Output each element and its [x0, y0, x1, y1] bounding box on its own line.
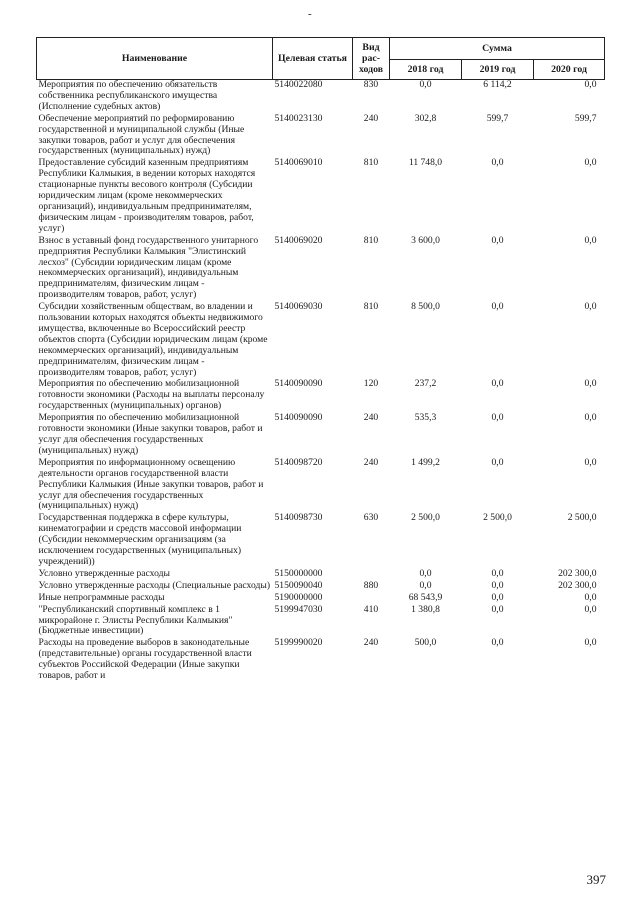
table-row: [37, 413, 605, 458]
cell-vid: 880: [363, 579, 379, 591]
cell-2019: 0,0: [491, 301, 504, 313]
cell-vid: [353, 593, 390, 605]
page-number: 397: [586, 872, 606, 887]
cell-2019: 599,7: [486, 112, 509, 124]
cell-name: Условно утвержденные расходы (Специальные расходы): [38, 579, 271, 591]
cell-2019: 6 114,2: [483, 79, 512, 90]
cell-2018: 2 500,0: [411, 512, 440, 524]
cell-code: 5150090040: [274, 579, 323, 591]
cell-2019: 0,0: [491, 637, 504, 649]
cell-code: 5140098730: [274, 512, 323, 524]
cell-2018: 3 600,0: [411, 234, 440, 246]
cell-2018: 0,0: [419, 567, 432, 579]
cell-2018: 535,3: [414, 412, 437, 424]
cell-name: Условно утвержденные расходы: [38, 567, 170, 579]
cell-2018: 500,0: [414, 637, 437, 649]
table-row: [37, 302, 605, 379]
cell-vid: [353, 569, 390, 581]
cell-2020: 0,0: [584, 591, 597, 603]
cell-2019: 0,0: [491, 157, 504, 169]
cell-name: Взнос в уставный фонд государственного унитарного предприятия Республики Калмыкия "Элистинский лесхоз" (Субсидии юридическим лицам (кроме некоммерческих организаций), индивидуальным предпринимателям, физическим лицам - производителям товаров, работ, услуг): [38, 234, 259, 301]
cell-code: 5199947030: [274, 603, 323, 615]
cell-2018: 1 499,2: [411, 456, 440, 468]
cell-code: 5140098720: [274, 456, 323, 468]
cell-vid: 240: [363, 637, 379, 649]
table-row: [37, 569, 605, 581]
header-sum: Сумма: [390, 38, 605, 60]
cell-2019: 0,0: [491, 412, 504, 424]
header-vid: Вид рас-ходов: [353, 38, 390, 80]
cell-name: Предоставление субсидий казенным предприятиям Республики Калмыкия, в ведении которых находятся стационарные пункты весового контроля (Субсидии юридическим лицам (кроме некоммерческих организаций), индивидуальным предпринимателям, физическим лицам - производителям товаров, работ, услуг): [38, 157, 256, 234]
cell-code: 5140069010: [274, 157, 323, 169]
cell-name: Иные непрограммные расходы: [38, 591, 165, 603]
cell-code: 5140090090: [274, 412, 323, 424]
cell-2018: 8 500,0: [411, 301, 440, 313]
cell-2020: 0,0: [584, 378, 597, 390]
cell-vid: 120: [363, 378, 379, 390]
table-row: [37, 236, 605, 302]
header-2018: 2018 год: [390, 60, 462, 80]
table-row: [37, 379, 605, 413]
cell-2019: 0,0: [491, 603, 504, 615]
table-row: [37, 638, 605, 683]
table-row: [37, 605, 605, 639]
cell-2020: 2 500,0: [567, 512, 597, 524]
cell-2018: 1 380,8: [411, 603, 440, 615]
cell-vid: 810: [363, 157, 379, 169]
header-name: Наименование: [37, 38, 273, 80]
cell-2018: 302,8: [414, 112, 437, 124]
cell-2019: 0,0: [491, 234, 504, 246]
cell-name: "Республиканский спортивный комплекс в 1 микрорайоне г. Элисты Республики Калмыкия" (Бюджетные инвестиции): [38, 603, 233, 637]
cell-name: Субсидии хозяйственным обществам, во владении и пользовании которых находятся объекты недвижимого имущества, включенные во Всероссийский реестр объектов спорта (Субсидии юридическим лицам (кроме некоммерческих организаций), индивидуальным предпринимателям, физическим лицам - производителям товаров, работ, услуг): [38, 301, 268, 378]
cell-2020: 0,0: [584, 234, 597, 246]
cell-vid: 810: [363, 301, 379, 313]
cell-2020: 0,0: [584, 301, 597, 313]
cell-2018: 237,2: [414, 378, 437, 390]
cell-2018: 0,0: [419, 579, 432, 591]
header-2020: 2020 год: [534, 60, 605, 80]
cell-2020: 0,0: [584, 412, 597, 424]
cell-2019: 0,0: [491, 456, 504, 468]
cell-code: 5190000000: [274, 591, 323, 603]
cell-code: 5140090090: [274, 378, 323, 390]
cell-2020: 0,0: [584, 456, 597, 468]
table-body: [37, 80, 605, 683]
cell-vid: 810: [363, 234, 379, 246]
cell-2020: 0,0: [584, 157, 597, 169]
cell-2019: 0,0: [491, 378, 504, 390]
cell-2018: 68 543,9: [408, 591, 443, 603]
cell-2019: 0,0: [491, 567, 504, 579]
cell-2020: 0,0: [584, 603, 597, 615]
cell-name: Мероприятия по информационному освещению деятельности органов государственной власти Республики Калмыкия (Иные закупки товаров, работ и услуг для обеспечения государственных (муниципальных) нужд): [38, 456, 264, 512]
header-code: Целевая статья: [273, 38, 353, 80]
header-2019: 2019 год: [462, 60, 534, 80]
cell-code: 5150000000: [274, 567, 323, 579]
cell-2018: 0,0: [419, 79, 432, 90]
cell-code: 5140022080: [274, 79, 323, 90]
table-row: [37, 581, 605, 593]
cell-2019: 2 500,0: [483, 512, 512, 524]
table-row: [37, 513, 605, 569]
cell-2019: 0,0: [491, 591, 504, 603]
cell-vid: 240: [363, 456, 379, 468]
cell-2018: 11 748,0: [408, 157, 443, 169]
cell-name: Расходы на проведение выборов в законодательные (представительные) органы государственной власти субъектов Российской Федерации (Иные закупки товаров, работ и: [38, 637, 252, 682]
cell-vid: 240: [363, 412, 379, 424]
header-mark: -: [308, 8, 312, 20]
cell-code: 5140069030: [274, 301, 323, 313]
table-row: [37, 458, 605, 514]
cell-2020: 202 300,0: [558, 567, 597, 579]
cell-vid: 240: [363, 112, 379, 124]
cell-2020: 0,0: [584, 637, 597, 649]
cell-name: Мероприятия по обеспечению мобилизационной готовности экономики (Иные закупки товаров, работ и услуг для обеспечения государственных (муниципальных) нужд): [38, 412, 263, 456]
table-row: [37, 80, 605, 114]
table-row: [37, 593, 605, 605]
cell-2020: 599,7: [574, 112, 597, 124]
cell-name: Мероприятия по обеспечению обязательств собственника республиканского имущества (Исполнение судебных актов): [38, 79, 218, 112]
cell-code: 5199990020: [274, 637, 323, 649]
table-row: [37, 114, 605, 159]
budget-table: [36, 37, 605, 683]
cell-name: Государственная поддержка в сфере культуры, кинематографии и средств массовой информации (Субсидии некоммерческим организациям (за исключением государственных (муниципальных) учреждений)): [38, 512, 242, 567]
cell-code: 5140069020: [274, 234, 323, 246]
cell-2020: 202 300,0: [558, 579, 597, 591]
cell-2020: 0,0: [584, 79, 597, 90]
cell-vid: 630: [363, 512, 379, 524]
cell-2019: 0,0: [491, 579, 504, 591]
table-header: [37, 38, 605, 80]
cell-name: Обеспечение мероприятий по реформированию государственной и муниципальной службы (Иные закупки товаров, работ и услуг для обеспечения государственных (муниципальных) нужд): [38, 112, 245, 157]
cell-vid: 830: [363, 79, 379, 90]
cell-name: Мероприятия по обеспечению мобилизационной готовности экономики (Расходы на выплаты персоналу государственных (муниципальных) органов): [38, 378, 265, 412]
table-row: [37, 158, 605, 235]
cell-code: 5140023130: [274, 112, 323, 124]
cell-vid: 410: [363, 603, 379, 615]
